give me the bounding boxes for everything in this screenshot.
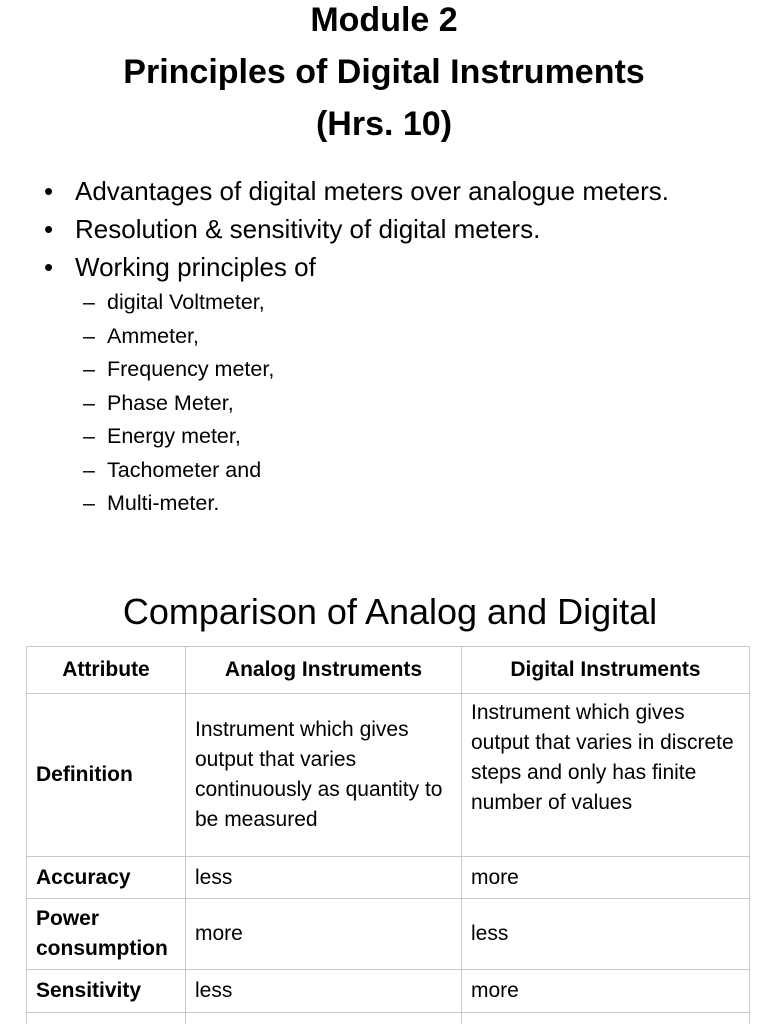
sub-item bbox=[83, 387, 738, 421]
attribute-cell: Power consumption bbox=[27, 899, 186, 970]
column-header-analog: Analog Instruments bbox=[186, 647, 462, 694]
analog-cell: less bbox=[186, 857, 462, 899]
bullet-text: Resolution & sensitivity of digital meters. bbox=[75, 214, 541, 244]
empty-cell bbox=[27, 1013, 186, 1024]
table-row bbox=[27, 694, 750, 857]
module-label: Module 2 bbox=[310, 1, 458, 39]
comparison-title: Comparison of Analog and Digital bbox=[122, 591, 658, 632]
column-header-digital: Digital Instruments bbox=[462, 647, 750, 694]
digital-cell: more bbox=[462, 970, 750, 1013]
empty-cell bbox=[186, 1013, 462, 1024]
sub-item-text: Ammeter, bbox=[107, 323, 199, 348]
slide-title bbox=[0, 0, 768, 150]
sub-item bbox=[83, 286, 738, 320]
digital-cell: Instrument which gives output that varies in discrete steps and only has finite number of values bbox=[462, 694, 750, 857]
sub-item bbox=[83, 420, 738, 454]
sub-item bbox=[83, 454, 738, 488]
bullet-icon: • bbox=[44, 176, 54, 206]
topic-bullet-list bbox=[44, 176, 738, 529]
column-header-attribute: Attribute bbox=[27, 647, 186, 694]
bullet-text: Advantages of digital meters over analogue meters. bbox=[75, 176, 670, 206]
table-row bbox=[27, 970, 750, 1013]
table-row-empty bbox=[27, 1013, 750, 1024]
analog-cell: less bbox=[186, 970, 462, 1013]
module-hours: (Hrs. 10) bbox=[315, 105, 453, 143]
module-title: Principles of Digital Instruments bbox=[123, 53, 645, 91]
sub-item-text: Phase Meter, bbox=[107, 390, 234, 415]
dash-icon: – bbox=[83, 290, 95, 314]
bullet-item bbox=[44, 176, 738, 206]
bullet-icon: • bbox=[44, 214, 54, 244]
table-row bbox=[27, 899, 750, 970]
sub-item bbox=[83, 487, 738, 521]
sub-item-text: digital Voltmeter, bbox=[107, 290, 265, 314]
bullet-item bbox=[44, 214, 738, 244]
bullet-icon: • bbox=[44, 252, 54, 282]
analog-cell: more bbox=[186, 899, 462, 970]
dash-icon: – bbox=[83, 357, 95, 381]
dash-icon: – bbox=[83, 491, 95, 515]
sub-item-text: Energy meter, bbox=[107, 424, 241, 448]
table-header-row bbox=[27, 647, 750, 694]
sub-bullet-list bbox=[83, 286, 738, 521]
dash-icon: – bbox=[83, 323, 95, 348]
sub-item-text: Frequency meter, bbox=[107, 357, 275, 381]
attribute-cell: Accuracy bbox=[27, 857, 186, 899]
sub-item-text: Tachometer and bbox=[107, 457, 262, 482]
comparison-table bbox=[26, 646, 750, 1024]
dash-icon: – bbox=[83, 457, 95, 482]
bullet-item bbox=[44, 252, 738, 521]
analog-cell: Instrument which gives output that varies continuously as quantity to be measured bbox=[186, 694, 462, 857]
table-row bbox=[27, 857, 750, 899]
sub-item-text: Multi-meter. bbox=[107, 491, 220, 515]
bullet-text: Working principles of bbox=[75, 252, 316, 282]
empty-cell bbox=[462, 1013, 750, 1024]
dash-icon: – bbox=[83, 424, 95, 448]
sub-item bbox=[83, 353, 738, 387]
attribute-cell: Definition bbox=[27, 694, 186, 857]
dash-icon: – bbox=[83, 390, 95, 415]
attribute-cell: Sensitivity bbox=[27, 970, 186, 1013]
sub-item bbox=[83, 320, 738, 354]
digital-cell: less bbox=[462, 899, 750, 970]
digital-cell: more bbox=[462, 857, 750, 899]
